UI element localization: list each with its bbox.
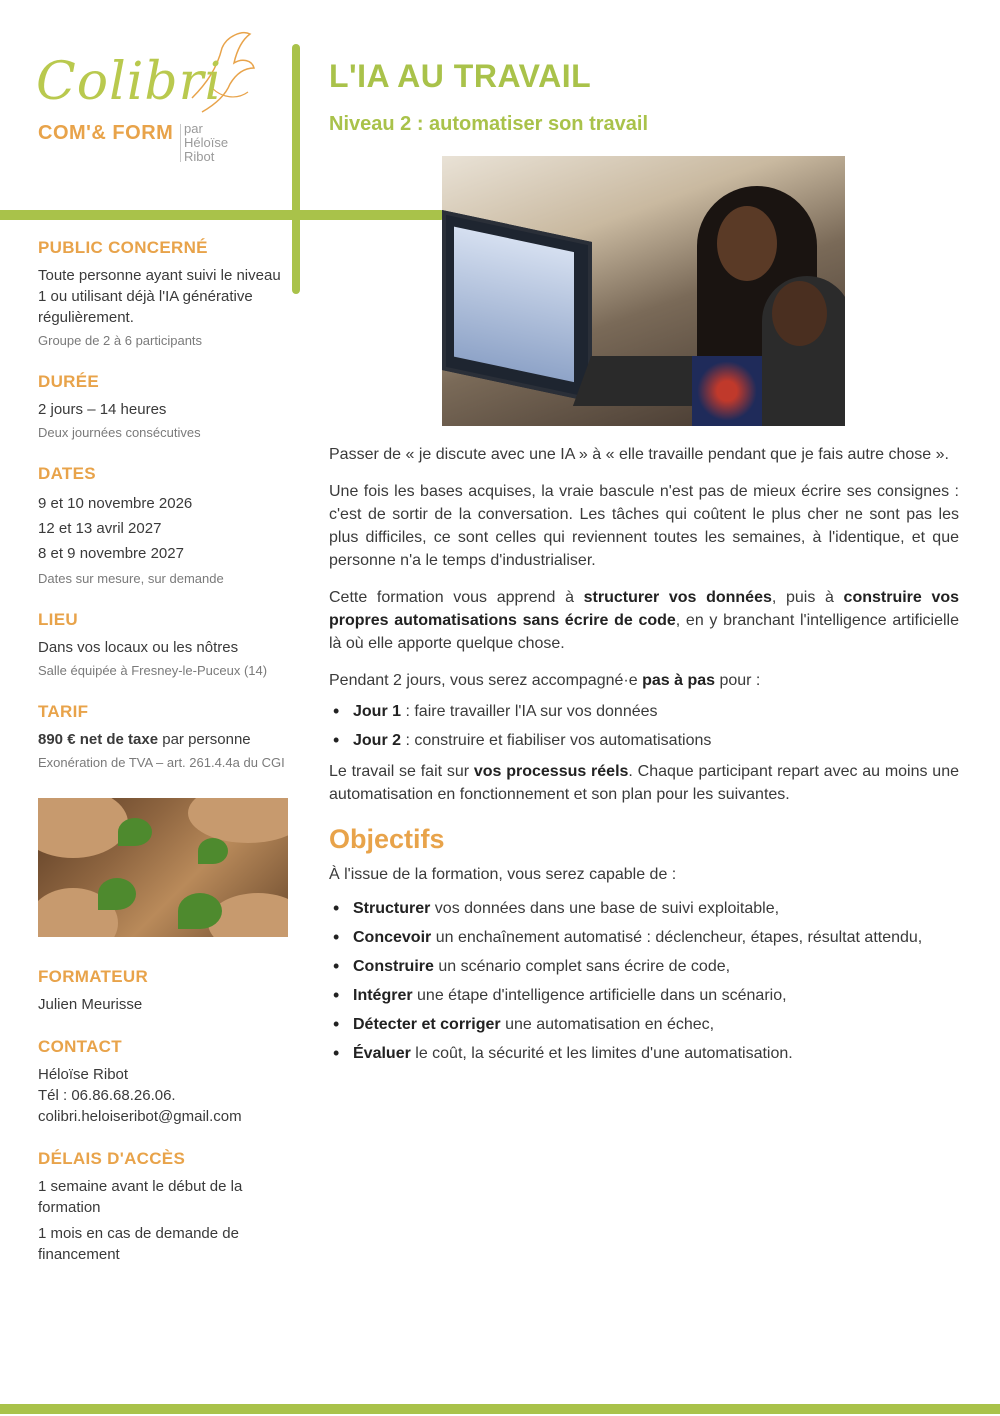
logo-script-text: Colibri xyxy=(36,52,223,112)
section-text: 1 mois en cas de demande de financement xyxy=(38,1225,239,1263)
section-delais xyxy=(38,1149,288,1265)
objectives-intro: À l'issue de la formation, vous serez capable de : xyxy=(329,866,677,883)
page-subtitle: Niveau 2 : automatiser son travail xyxy=(329,113,649,135)
section-title: DATES xyxy=(38,464,96,483)
list-item: • Concevoir un enchaînement automatisé : déclencheur, étapes, résultat attendu, xyxy=(329,923,959,952)
plants-in-hands-photo xyxy=(38,798,288,937)
list-item: • Structurer vos données dans une base de suivi exploitable, xyxy=(329,894,959,923)
vertical-accent-line xyxy=(292,44,300,294)
section-title: CONTACT xyxy=(38,1037,122,1056)
section-note: Exonération de TVA – art. 261.4.4a du CGI xyxy=(38,755,285,770)
face-shape xyxy=(717,206,777,281)
section-note: Deux journées consécutives xyxy=(38,425,201,440)
section-text: Julien Meurisse xyxy=(38,996,143,1013)
section-tarif xyxy=(38,702,288,772)
list-item: • Intégrer une étape d'intelligence artificielle dans un scénario, xyxy=(329,981,959,1010)
section-text: 1 semaine avant le début de la formation xyxy=(38,1178,243,1216)
list-item: • Construire un scénario complet sans écrire de code, xyxy=(329,952,959,981)
outcome-paragraph: Le travail se fait sur vos processus réels. Chaque participant repart avec au moins une automatisation en fonctionnement et son plan pour les suivantes. xyxy=(329,763,959,803)
section-text xyxy=(38,729,288,750)
section-dates xyxy=(38,464,288,588)
price-suffix: par personne xyxy=(158,731,251,748)
section-lieu xyxy=(38,610,288,680)
list-item: • Évaluer le coût, la sécurité et les limites d'une automatisation. xyxy=(329,1039,959,1068)
section-duree xyxy=(38,372,288,442)
leaf-shape xyxy=(118,818,152,846)
keyboard-shape xyxy=(573,356,711,406)
sidebar xyxy=(38,238,288,1287)
intro-paragraph: Passer de « je discute avec une IA » à « elle travaille pendant que je fais autre chose ». xyxy=(329,446,949,463)
date-item: 12 et 13 avril 2027 xyxy=(38,520,162,537)
logo-separator xyxy=(180,124,181,162)
leaf-shape xyxy=(98,878,136,910)
section-contact xyxy=(38,1037,288,1127)
contact-phone: Tél : 06.86.68.26.06. xyxy=(38,1087,176,1104)
page-title: L'IA AU TRAVAIL xyxy=(329,58,592,94)
section-title: TARIF xyxy=(38,702,89,721)
colibri-logo xyxy=(34,28,254,173)
leaf-shape xyxy=(198,838,228,864)
main-content xyxy=(329,58,959,1068)
contact-email: colibri.heloiseribot@gmail.com xyxy=(38,1108,242,1125)
objectives-list xyxy=(329,894,959,1068)
goal-paragraph: Cette formation vous apprend à structurer vos données, puis à construire vos propres automatisations sans écrire de code, en y branchant l'intelligence artificielle là où elle apporte quelque chose. xyxy=(329,589,960,652)
date-item: 8 et 9 novembre 2027 xyxy=(38,545,184,562)
section-public xyxy=(38,238,288,350)
leaf-shape xyxy=(178,893,222,929)
price: 890 € net de taxe xyxy=(38,731,159,748)
section-note: Dates sur mesure, sur demande xyxy=(38,571,224,586)
section-note: Groupe de 2 à 6 participants xyxy=(38,333,203,348)
logo-author: par Héloïse Ribot xyxy=(184,121,229,164)
footer-accent-bar xyxy=(0,1404,1000,1414)
section-title: DÉLAIS D'ACCÈS xyxy=(38,1149,186,1168)
objectives-title: Objectifs xyxy=(329,824,445,854)
section-text: Toute personne ayant suivi le niveau 1 ou utilisant déjà l'IA générative régulièrement. xyxy=(38,267,281,326)
section-title: PUBLIC CONCERNÉ xyxy=(38,238,208,257)
face-shape xyxy=(772,281,827,346)
section-title: FORMATEUR xyxy=(38,967,149,986)
duration-paragraph: Pendant 2 jours, vous serez accompagné·e pas à pas pour : xyxy=(329,672,761,689)
section-title: DURÉE xyxy=(38,372,100,391)
section-note: Salle équipée à Fresney-le-Puceux (14) xyxy=(38,663,268,678)
hand-shape xyxy=(188,798,288,843)
section-text: 2 jours – 14 heures xyxy=(38,401,167,418)
hand-shape xyxy=(38,798,128,858)
context-paragraph: Une fois les bases acquises, la vraie bascule n'est pas de mieux écrire ses consignes : c'est de sortir de la conversation. Les tâches qui coûtent le plus cher ne sont pas les plus difficiles, ce sont celles qui reviennent toutes les semaines, à l'identique, et que personne n'a le temps d'industrialiser. xyxy=(329,483,959,569)
section-formateur xyxy=(38,967,288,1015)
days-list xyxy=(329,697,959,755)
section-title: LIEU xyxy=(38,610,78,629)
logo-brand-text: COM'& FORM xyxy=(38,122,174,144)
monitor-shape xyxy=(442,210,592,402)
section-text: Dans vos locaux ou les nôtres xyxy=(38,639,239,656)
list-item: • Détecter et corriger une automatisation en échec, xyxy=(329,1010,959,1039)
dress-shape xyxy=(692,356,762,426)
contact-name: Héloïse Ribot xyxy=(38,1066,129,1083)
office-team-photo xyxy=(442,156,845,426)
list-item: • Jour 2 : construire et fiabiliser vos automatisations xyxy=(329,726,959,755)
list-item: • Jour 1 : faire travailler l'IA sur vos données xyxy=(329,697,959,726)
date-item: 9 et 10 novembre 2026 xyxy=(38,495,193,512)
